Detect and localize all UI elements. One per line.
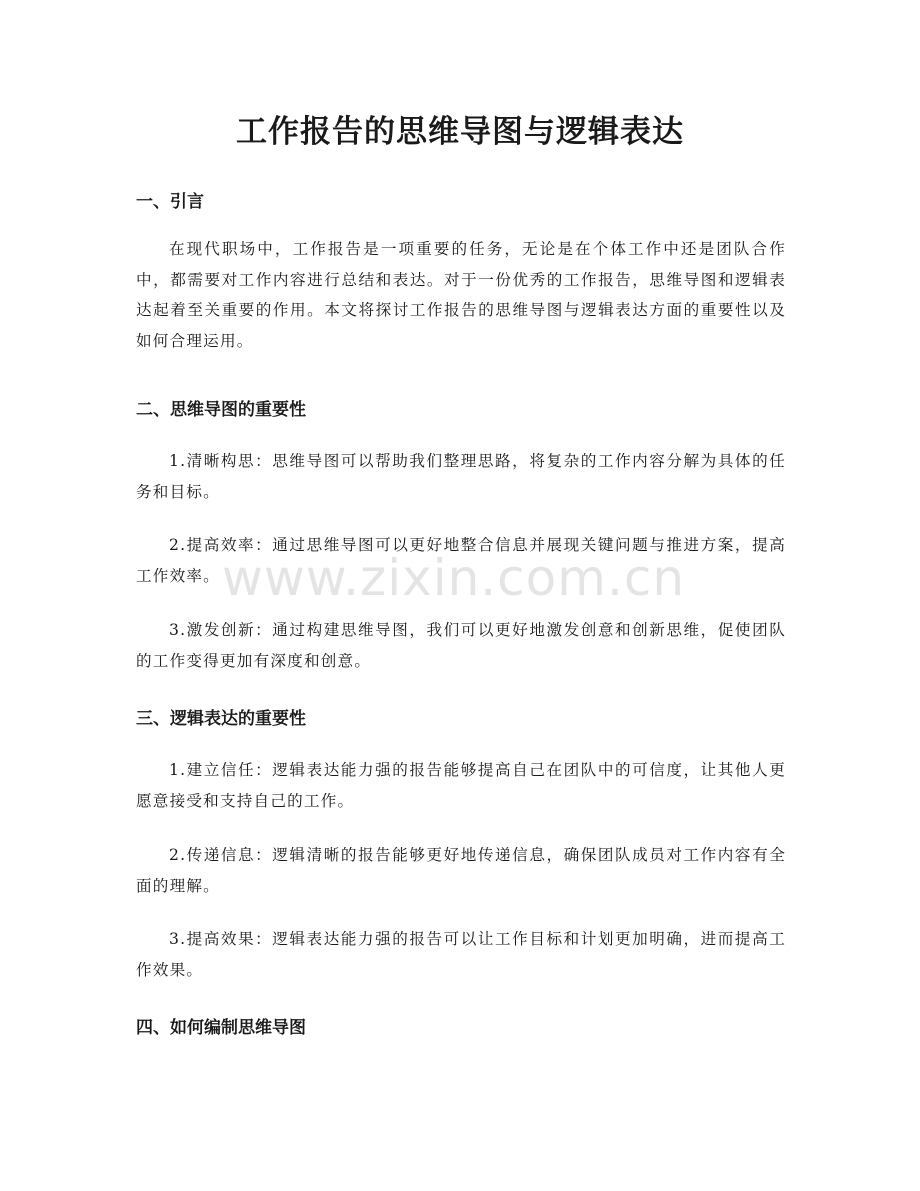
- section-heading-mindmap-importance: 二、思维导图的重要性: [136, 400, 306, 420]
- section-heading-logic-importance: 三、逻辑表达的重要性: [136, 709, 306, 729]
- section-heading-introduction: 一、引言: [136, 192, 204, 212]
- paragraph-mindmap-point-3: 3.激发创新：通过构建思维导图，我们可以更好地激发创意和创新思维，促使团队的工作变得更加有深度和创意。: [136, 621, 786, 670]
- document-title: 工作报告的思维导图与逻辑表达: [236, 114, 684, 150]
- paragraph-mindmap-point-2: 2.提高效率：通过思维导图可以更好地整合信息并展现关键问题与推进方案，提高工作效率。: [136, 536, 786, 585]
- paragraph-mindmap-point-1: 1.清晰构思：思维导图可以帮助我们整理思路，将复杂的工作内容分解为具体的任务和目标。: [136, 452, 786, 501]
- section-heading-how-to-mindmap: 四、如何编制思维导图: [136, 1018, 306, 1038]
- paragraph-introduction: 在现代职场中，工作报告是一项重要的任务，无论是在个体工作中还是团队合作中，都需要对工作内容进行总结和表达。对于一份优秀的工作报告，思维导图和逻辑表达起着至关重要的作用。本文将探讨工作报告的思维导图与逻辑表达方面的重要性以及如何合理运用。: [136, 240, 786, 350]
- paragraph-logic-point-2: 2.传递信息：逻辑清晰的报告能够更好地传递信息，确保团队成员对工作内容有全面的理解。: [136, 846, 786, 895]
- paragraph-logic-point-1: 1.建立信任：逻辑表达能力强的报告能够提高自己在团队中的可信度，让其他人更愿意接受和支持自己的工作。: [136, 761, 786, 810]
- paragraph-logic-point-3: 3.提高效果：逻辑表达能力强的报告可以让工作目标和计划更加明确，进而提高工作效果。: [136, 930, 786, 979]
- watermark: www.zixin.com.cn: [222, 549, 686, 607]
